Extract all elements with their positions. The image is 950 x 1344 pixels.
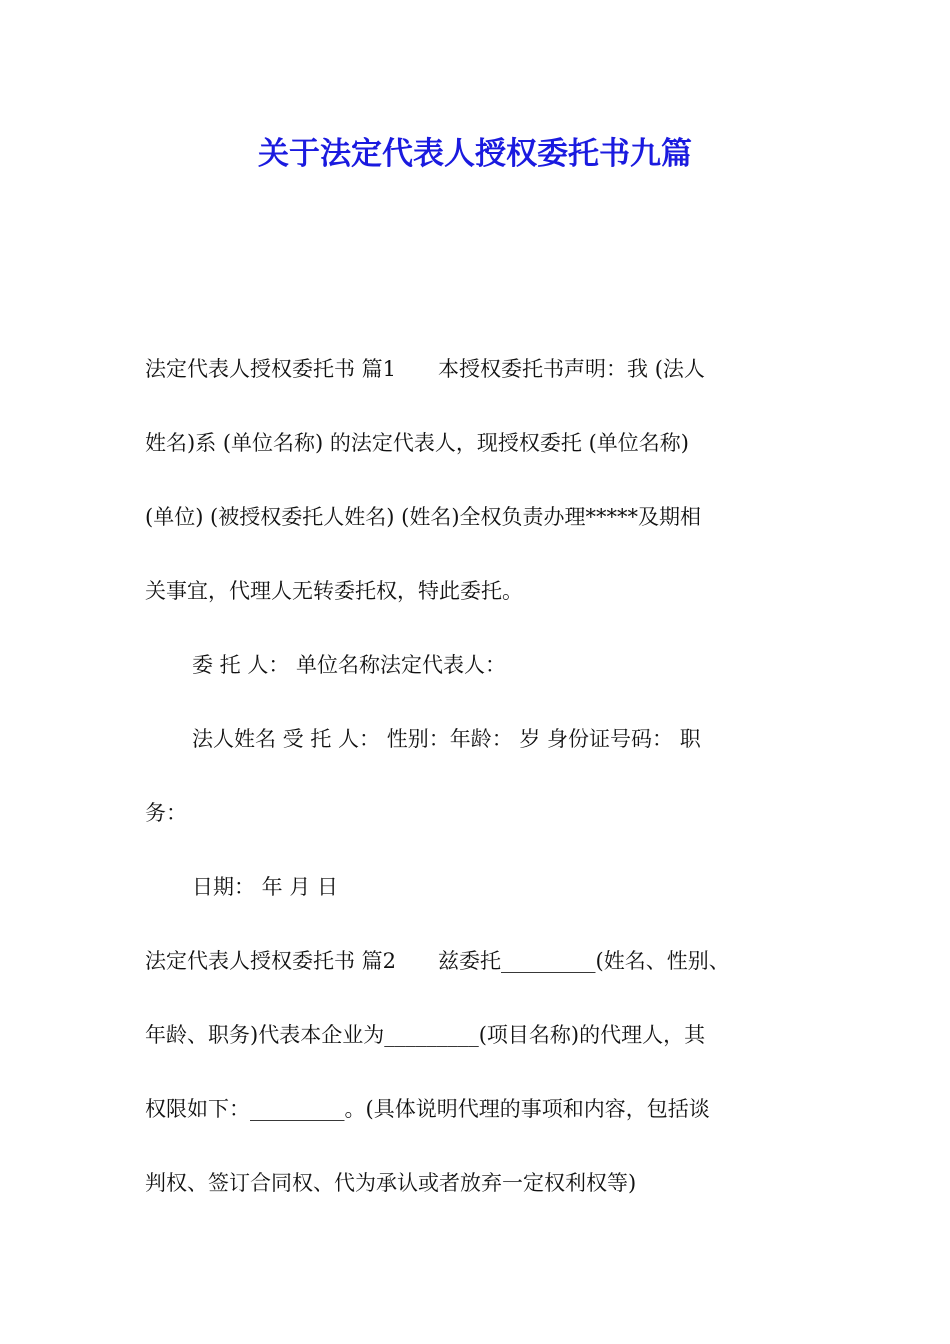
body-line: 务： [145,801,187,825]
body-line: 权限如下：_________。(具体说明代理的事项和内容，包括谈 [145,1097,710,1121]
body-line: (单位) (被授权委托人姓名) (姓名)全权负责办理*****及期相 [145,505,702,529]
body-line: 姓名)系 (单位名称) 的法定代表人，现授权委托 (单位名称) [145,431,689,455]
document-title: 关于法定代表人授权委托书九篇 [258,136,692,172]
document-body [145,332,835,1220]
body-line: 判权、签订合同权、代为承认或者放弃一定权利权等) [145,1171,637,1195]
entrustor-line: 委 托 人： 单位名称法定代表人： [192,653,507,677]
body-line: 法定代表人授权委托书 篇2 兹委托_________(姓名、性别、 [145,949,730,973]
body-line: 年龄、职务)代表本企业为_________(项目名称)的代理人，其 [145,1023,706,1047]
date-line: 日期： 年 月 日 [192,875,339,899]
body-line: 关事宜，代理人无转委托权，特此委托。 [145,579,523,603]
body-line: 法定代表人授权委托书 篇1 本授权委托书声明：我 (法人 [145,357,705,381]
trustee-line: 法人姓名 受 托 人： 性别：年龄： 岁 身份证号码： 职 [192,727,701,751]
